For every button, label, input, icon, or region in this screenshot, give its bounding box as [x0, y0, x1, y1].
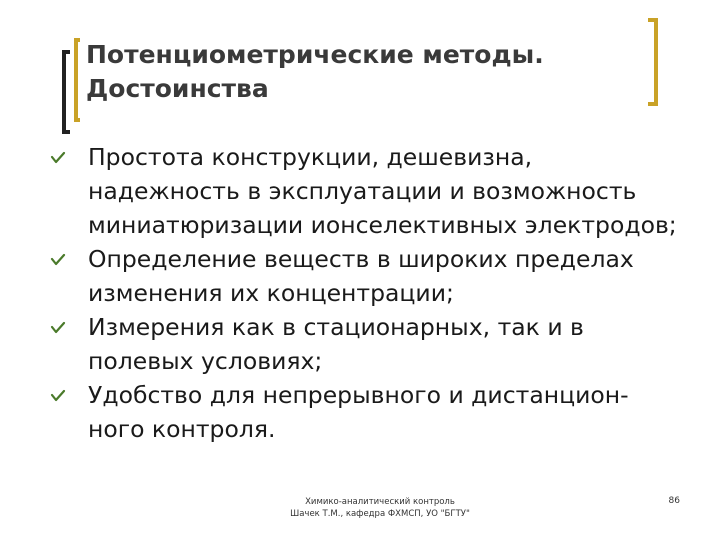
page-number: 86 [668, 496, 680, 506]
bullet-item [40, 378, 680, 446]
title-bracket-left-gold [74, 38, 80, 122]
slide-title-line-1: Потенциометрические методы. [86, 40, 544, 69]
slide-title-line-2: Достоинства [86, 74, 269, 103]
footer-line-2: Шачек Т.М., кафедра ФХМСП, УО "БГТУ" [290, 509, 470, 519]
bullet-text: Простота конструкции, дешевизна, надежность в эксплуатации и возможность миниатюризации ионселективных электродов; [88, 143, 677, 239]
checkmark-icon [50, 150, 66, 166]
title-bracket-right-gold [648, 18, 658, 106]
slide-footer [270, 496, 490, 520]
title-bracket-left-dark [62, 50, 70, 134]
bullet-item [40, 242, 680, 310]
checkmark-icon [50, 388, 66, 404]
footer-line-1: Химико-аналитический контроль [305, 497, 455, 507]
bullet-item [40, 310, 680, 378]
bullet-list [40, 140, 680, 446]
slide-title [86, 38, 626, 106]
checkmark-icon [50, 320, 66, 336]
bullet-text: Удобство для непрерывного и дистанцион-ного контроля. [88, 381, 629, 443]
bullet-text: Измерения как в стационарных, так и в полевых условиях; [88, 313, 584, 375]
checkmark-icon [50, 252, 66, 268]
bullet-item [40, 140, 680, 242]
bullet-text: Определение веществ в широких пределах изменения их концентрации; [88, 245, 634, 307]
